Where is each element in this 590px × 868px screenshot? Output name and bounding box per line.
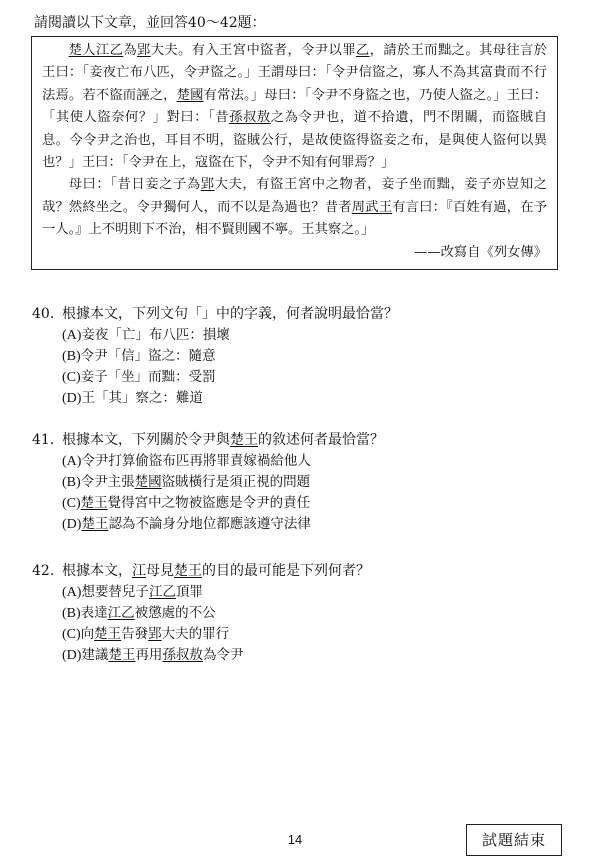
text-run: 覺得宮中之物被盜應是令尹的責任 <box>107 495 311 511</box>
option-text <box>81 516 311 532</box>
text-run: 被懲處的不公 <box>134 605 216 621</box>
text-run: 告發 <box>121 626 149 642</box>
text-run: 大夫，有盜王宮中之物者，妾子坐而黜，妾子亦豈知之哉？然終坐之。令尹獨何人，而不以是為過也？昔者 <box>42 177 547 215</box>
question-stem <box>32 561 562 582</box>
option-d <box>62 645 562 666</box>
question-41 <box>32 430 562 535</box>
option-label: (A) <box>62 328 82 343</box>
text-run: 之為令尹也，道不拾遺，門不閉關，而盜賊自息。今令尹之治也，耳目不明，盜賊公行，是故使盜得盜妾之布，是與使人盜何以異也？」王曰：「令尹在上，寇盜在下，令尹不知有何罪焉？」 <box>42 110 547 171</box>
option-label: (C) <box>62 496 81 511</box>
text-run: 為 <box>123 43 137 58</box>
underlined-name: 孫叔敖 <box>162 647 203 663</box>
passage-box <box>31 36 558 270</box>
underlined-name: 楚王 <box>174 563 202 579</box>
text-run: 想要替兒子 <box>81 584 149 600</box>
question-42 <box>32 561 562 666</box>
option-b <box>62 472 562 493</box>
option-label: (C) <box>62 627 81 642</box>
underlined-name: 楚王 <box>94 626 122 642</box>
instruction-text: 請閱讀以下文章，並回答40～42題： <box>34 15 266 31</box>
option-label: (A) <box>62 585 82 600</box>
option-label: (D) <box>62 391 82 406</box>
underlined-name: 江 <box>132 563 146 579</box>
underlined-name: 楚王 <box>230 432 258 448</box>
text-run: 盜賊橫行是須正視的問題 <box>161 474 311 490</box>
option-text <box>81 369 216 385</box>
text-run: 大夫。有入王宮中盜者，令尹以罪 <box>150 43 356 58</box>
option-d <box>62 388 562 409</box>
option-a <box>62 582 562 603</box>
text-run: 認為不論身分地位都應該遵守法律 <box>108 516 311 532</box>
option-c <box>62 367 562 388</box>
option-text <box>81 390 203 406</box>
question-stem <box>32 304 562 325</box>
text-run: 根據本文，下列關於令尹與 <box>62 432 230 448</box>
option-a <box>62 325 562 346</box>
option-text <box>81 647 243 663</box>
underlined-name: 周武王 <box>351 199 393 215</box>
option-text <box>81 327 230 343</box>
text-run: 的目的最可能是下列何者？ <box>202 563 370 579</box>
option-b <box>62 346 562 367</box>
text-run: 再用 <box>135 647 163 663</box>
text-run: 根據本文，下列文句「」中的字義，何者說明最恰當？ <box>62 306 398 322</box>
text-run: 令尹打算偷盜布匹再將罪責嫁禍給他人 <box>81 453 311 469</box>
option-b <box>62 603 562 624</box>
option-label: (D) <box>62 517 82 532</box>
text-run: 母見 <box>146 563 174 579</box>
text-run: 有常法。」母曰：「令尹不身盜之也，乃使人盜之。」王曰：「其使人盜奈何？」對曰：「昔 <box>42 87 548 126</box>
text-run: 妾子「坐」而黜：受罰 <box>80 369 216 385</box>
option-d <box>62 514 562 535</box>
option-text <box>81 584 203 600</box>
underlined-name: 楚王 <box>80 495 108 511</box>
question-text <box>62 432 384 448</box>
text-run: 為令尹 <box>202 647 244 663</box>
question-number: 42. <box>32 563 55 579</box>
option-list <box>62 325 562 409</box>
text-run: 根據本文， <box>62 563 132 579</box>
underlined-name: 楚王 <box>81 516 109 532</box>
text-run: 頂罪 <box>175 584 203 600</box>
option-text <box>81 453 311 469</box>
option-label: (B) <box>62 606 81 621</box>
underlined-name: 楚人江乙 <box>68 43 124 58</box>
underlined-name: 乙 <box>355 43 370 58</box>
underlined-name: 江乙 <box>107 605 135 621</box>
option-text <box>81 348 216 364</box>
text-run: 王「其」察之：難道 <box>81 390 203 406</box>
option-c <box>62 493 562 514</box>
question-stem <box>32 430 562 451</box>
option-text <box>81 626 230 642</box>
option-text <box>81 474 311 490</box>
option-label: (B) <box>62 349 81 364</box>
underlined-name: 郢 <box>200 177 215 193</box>
text-run: 有言曰：『百姓有過，在予一人。』上不明則下不治，相不賢則國不寧。王其察之。」 <box>42 199 547 238</box>
text-run: 大夫的罪行 <box>161 626 230 642</box>
option-a <box>62 451 562 472</box>
text-run: 向 <box>80 626 95 642</box>
option-label: (B) <box>62 475 81 490</box>
end-of-exam-box: 試題結束 <box>466 824 562 856</box>
text-run: 令尹主張 <box>80 474 135 490</box>
option-c <box>62 624 562 645</box>
option-label: (A) <box>62 454 82 469</box>
question-40 <box>32 304 562 409</box>
question-number: 41. <box>32 432 55 448</box>
underlined-name: 楚國 <box>134 474 162 490</box>
question-number: 40. <box>32 306 55 322</box>
underlined-name: 江乙 <box>148 584 176 600</box>
text-run: 令尹「信」盜之：隨意 <box>80 348 216 364</box>
page-number: 14 <box>287 832 303 847</box>
text-run: 表達 <box>80 605 108 621</box>
option-text <box>81 495 311 511</box>
underlined-name: 孫叔敖 <box>229 110 271 126</box>
underlined-name: 楚王 <box>108 647 136 663</box>
passage-paragraph-1 <box>42 40 547 174</box>
text-run: 建議 <box>81 647 109 663</box>
option-label: (C) <box>62 370 81 385</box>
text-run: 的敘述何者最恰當？ <box>258 432 384 448</box>
underlined-name: 郢 <box>137 43 151 58</box>
passage-paragraph-2 <box>42 174 547 241</box>
passage-source: ——改寫自《列女傳》 <box>414 244 547 260</box>
option-list <box>62 582 562 666</box>
text-run: 母曰：「昔日妾之子為 <box>68 177 201 193</box>
text-run: ，請於王而黜之。其母往言於王曰：「妾夜亡布八匹，令尹盜之。」王謂母曰：「令尹信盜之，寡人不為其富貴而不行法焉。若不盜而誣之， <box>42 43 548 103</box>
option-text <box>81 605 216 621</box>
option-label: (D) <box>62 648 82 663</box>
underlined-name: 楚國 <box>176 87 204 103</box>
question-text <box>62 563 370 579</box>
text-run: 妾夜「亡」布八匹：損壞 <box>81 327 230 343</box>
option-list <box>62 451 562 535</box>
underlined-name: 郢 <box>148 626 162 642</box>
question-text <box>62 306 398 322</box>
